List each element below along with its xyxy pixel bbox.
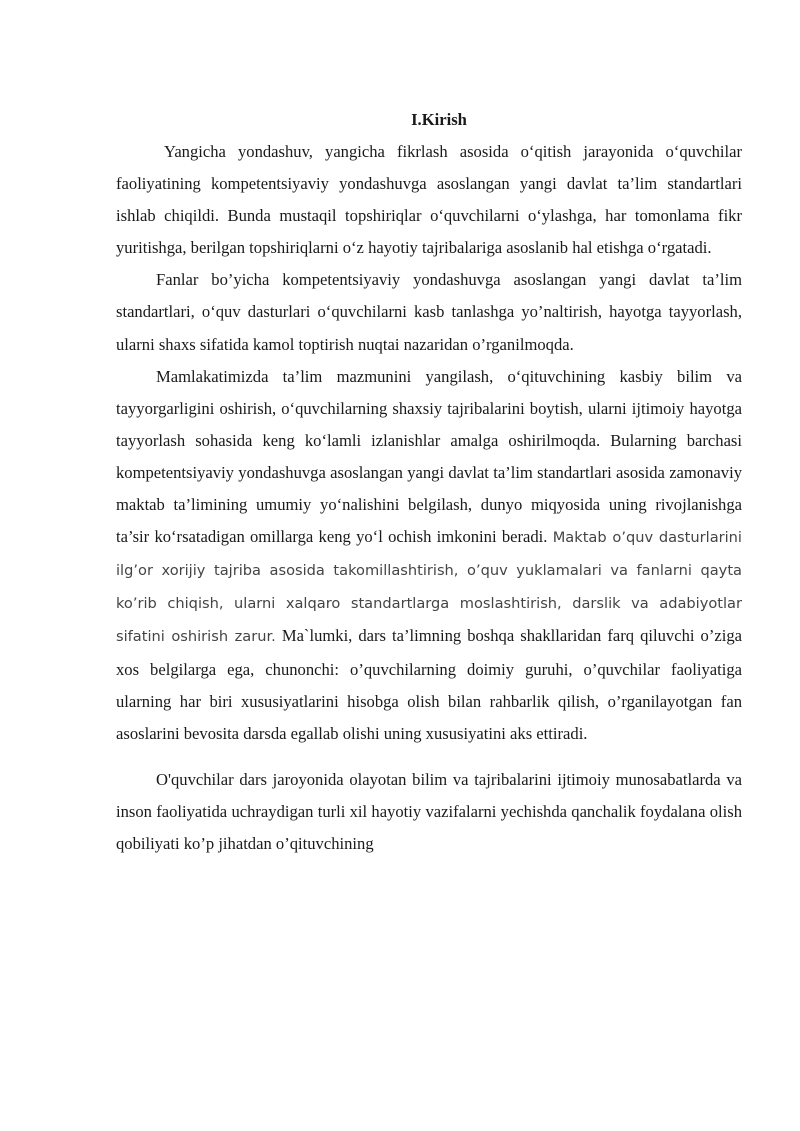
paragraph-1: Yangicha yondashuv, yangicha fikrlash asosida o‘qitish jarayonida o‘quvchilar faoliyatining kompetentsiyaviy yondashuvga asoslangan yangi davlat ta’lim standartlari ishlab chiqildi. Bunda mustaqil topshiriqlar o‘quvchilarni o‘ylashga, har tomonlama fikr yuritishga, berilgan topshiriqlarni o‘z hayotiy tajribalariga asoslanib hal etishga o‘rgatadi. [116, 142, 742, 258]
document-body [116, 108, 742, 860]
paragraph-4: O'quvchilar dars jaroyonida olayotan bilim va tajribalarini ijtimoiy munosabatlarda va inson faoliyatida uchraydigan turli xil hayotiy vazifalarni yechishda qanchalik foydalana olish qobiliyati ko’p jihatdan o’qituvchining [116, 769, 742, 853]
paragraph-spacer [116, 750, 742, 764]
paragraph-3-part-b: Maktab o’quv dasturlarini ilg’or xorijiy tajriba asosida takomillashtirish, o’quv yuklamalari va fanlarni qayta ko’rib chiqish, ularni xalqaro standartlarga moslashtirish, darslik va adabiyotlar sifatini oshirish zarur. [116, 529, 742, 646]
paragraph-3 [116, 361, 742, 750]
paragraph-3-part-c: Ma`lumki, dars ta’limning boshqa shakllaridan farq qiluvchi o’ziga xos belgilarga ega, chunonchi: o’quvchilarning doimiy guruhi, o’quvchilar faoliyatiga ularning har biri xususiyatlarini hisobga olish bilan rahbarlik qilish, o’rganilayotgan fan asoslarini bevosita darsda egallab olishi uning xususiyatini aks ettiradi. [116, 626, 742, 743]
paragraph-3-part-a: Mamlakatimizda ta’lim mazmunini yangilash, o‘qituvchining kasbiy bilim va tayyorgarligini oshirish, o‘quvchilarning shaxsiy tajribalarini boytish, ularni ijtimoiy hayotga tayyorlash sohasida keng ko‘lamli izlanishlar amalga oshirilmoqda. Bularning barchasi kompetentsiyaviy yondashuvga asoslangan yangi davlat ta’lim standartlari asosida zamonaviy maktab ta’limining umumiy yo‘nalishini belgilash, dunyo miqyosida uning rivojlanishga ta’sir ko‘rsatadigan omillarga keng yo‘l ochish imkonini beradi. [116, 366, 742, 547]
section-title: I.Kirish [411, 110, 467, 129]
paragraph-2: Fanlar bo’yicha kompetentsiyaviy yondashuvga asoslangan yangi davlat ta’lim standartlari, o‘quv dasturlari o‘quvchilarni kasb tanlashga yo’naltirish, hayotga tayyorlash, ularni shaxs sifatida kamol toptirish nuqtai nazaridan o’rganilmoqda. [116, 270, 742, 354]
